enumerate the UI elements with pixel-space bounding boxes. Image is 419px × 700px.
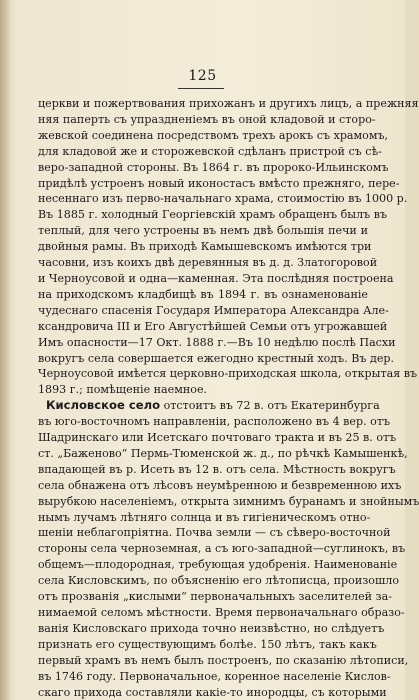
text-line: придѣлѣ устроенъ новый иконостасъ вмѣсто прежняго, пере- bbox=[38, 176, 400, 190]
page-number: 125 bbox=[188, 68, 217, 84]
text-line: впадающей въ р. Исеть въ 12 в. отъ села. Мѣстность вокругъ bbox=[38, 462, 396, 476]
text-line: общемъ—плодородная, требующая удобренія. Наименованіе bbox=[38, 558, 398, 572]
text-line: ст. „Баженово“ Пермь-Тюменской ж. д., по рѣчкѣ Камышенкѣ, bbox=[38, 446, 408, 460]
text-line: ксандровича III и Его Августѣйшей Семьи отъ угрожавшей bbox=[38, 319, 388, 333]
text-line: въ 1746 году. Первоначальное, коренное населеніе Кислов- bbox=[38, 669, 391, 683]
text-line: 1893 г.; помѣщеніе наемное. bbox=[38, 383, 208, 397]
text-line: двойныя рамы. Въ приходѣ Камышевскомъ имѣются три bbox=[38, 240, 372, 254]
text-line: нимаемой селомъ мѣстности. Время первоначальнаго образо- bbox=[38, 606, 405, 619]
text-line: въ юго-восточномъ направленіи, расположено въ 4 вер. отъ bbox=[38, 415, 391, 429]
paragraph-2-first-line bbox=[38, 398, 380, 414]
text-line: шеніи неблагопріятна. Почва земли — съ сѣверо-восточной bbox=[38, 526, 391, 540]
text-line: вырубкою населеніемъ, открыта зимнимъ буранамъ и знойнымъ bbox=[38, 494, 419, 508]
text-line: веро-западной стороны. Въ 1864 г. въ пророко-Ильинскомъ bbox=[38, 160, 389, 174]
text-line: села обнажена отъ лѣсовъ неумѣренною и безвременною ихъ bbox=[38, 478, 402, 492]
page-binding-edge bbox=[0, 0, 10, 700]
text-line: и Черноусовой и одна—каменная. Эта послѣдняя построена bbox=[38, 271, 394, 285]
text-line: для кладовой же и сторожевской сдѣланъ пристрой съ сѣ- bbox=[38, 144, 382, 158]
body-text bbox=[38, 96, 419, 700]
text-line: теплый, для чего устроены въ немъ двѣ большія печи и bbox=[38, 224, 368, 238]
text-line: несеннаго изъ перво-начальнаго храма, стоимостію въ 1000 р. bbox=[38, 192, 408, 206]
paragraph-2 bbox=[38, 398, 419, 700]
text-line: нымъ лучамъ лѣтняго солнца и въ гигіеническомъ отно- bbox=[38, 510, 371, 524]
text-line: ванія Кисловскаго прихода точно неизвѣстно, но слѣдуетъ bbox=[38, 621, 385, 635]
paragraph-2-first-line-text: отстоитъ въ 72 в. отъ Екатеринбурга bbox=[160, 399, 380, 413]
text-line: Въ 1885 г. холодный Георгіевскій храмъ обращенъ былъ въ bbox=[38, 208, 388, 222]
text-line: вокругъ села совершается ежегодно крестный ходъ. Въ дер. bbox=[38, 351, 395, 365]
text-line: часовни, изъ коихъ двѣ деревянныя въ д. д. Златогоровой bbox=[38, 256, 378, 270]
text-line: церкви и пожертвования прихожанъ и другихъ лицъ, а прежняя bbox=[38, 97, 419, 110]
text-line: чудеснаго спасенія Государя Императора Александра Але- bbox=[38, 303, 389, 317]
text-line: скаго прихода составляли какіе-то инородцы, съ которыми bbox=[38, 685, 387, 699]
text-line: жевской соединена посредствомъ трехъ арокъ съ храмомъ, bbox=[38, 128, 389, 142]
text-line: первый храмъ въ немъ былъ построенъ, по сказанію лѣтописи, bbox=[38, 653, 409, 667]
text-line: отъ прозванія „кислыми“ первоначальныхъ заселителей за- bbox=[38, 590, 392, 604]
section-heading: Кисловское село bbox=[46, 398, 161, 413]
text-line: Черноусовой имѣется церковно-приходская школа, открытая въ bbox=[38, 367, 418, 381]
text-line: стороны села черноземная, а съ юго-западной—суглинокъ, въ bbox=[38, 542, 406, 556]
text-line: села Кисловскимъ, по объясненію его лѣтописца, произошло bbox=[38, 574, 400, 588]
text-line: Шадринскаго или Исетскаго почтоваго тракта и въ 25 в. отъ bbox=[38, 431, 397, 445]
paragraph-1 bbox=[38, 96, 419, 398]
text-line: няя паперть съ упраздненіемъ въ оной кладовой и сторо- bbox=[38, 112, 376, 126]
text-line: Имъ опасности—17 Окт. 1888 г.—Въ 10 недѣлю послѣ Пасхи bbox=[38, 335, 396, 349]
text-line: на приходскомъ кладбищѣ въ 1894 г. въ ознаменованіе bbox=[38, 287, 368, 301]
text-line: признать его существующимъ болѣе. 150 лѣтъ, такъ какъ bbox=[38, 637, 377, 651]
page-number-rule bbox=[178, 88, 224, 89]
